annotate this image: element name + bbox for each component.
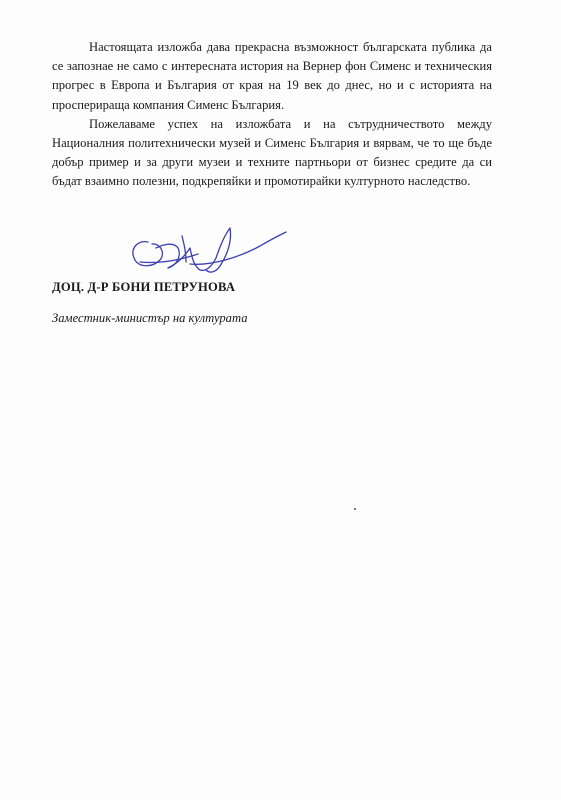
paragraph-exhibition: Настоящата изложба дава прекрасна възможност българската публика да се запознае не само с интересната история на Вернер фон Сименс и техническия прогрес в Европа и България от края на 19 век до днес, но и с историята на просперираща компания Сименс България. (52, 40, 492, 112)
signatory-name: ДОЦ. Д-Р БОНИ ПЕТРУНОВА (52, 280, 236, 294)
letter-body (52, 38, 492, 192)
paragraph-wishes: Пожелаваме успех на изложбата и на сътрудничеството между Националния политехнически музей и Сименс България и вярвам, че то ще бъде добър пример и за други музеи и техните партньори от бизнес средите да си бъдат взаимно полезни, подкрепяйки и промотирайки културното наследство. (52, 116, 492, 189)
scan-speck (354, 508, 356, 510)
handwritten-signature (120, 218, 290, 288)
signatory-title: Заместник-министър на културата (52, 311, 248, 325)
